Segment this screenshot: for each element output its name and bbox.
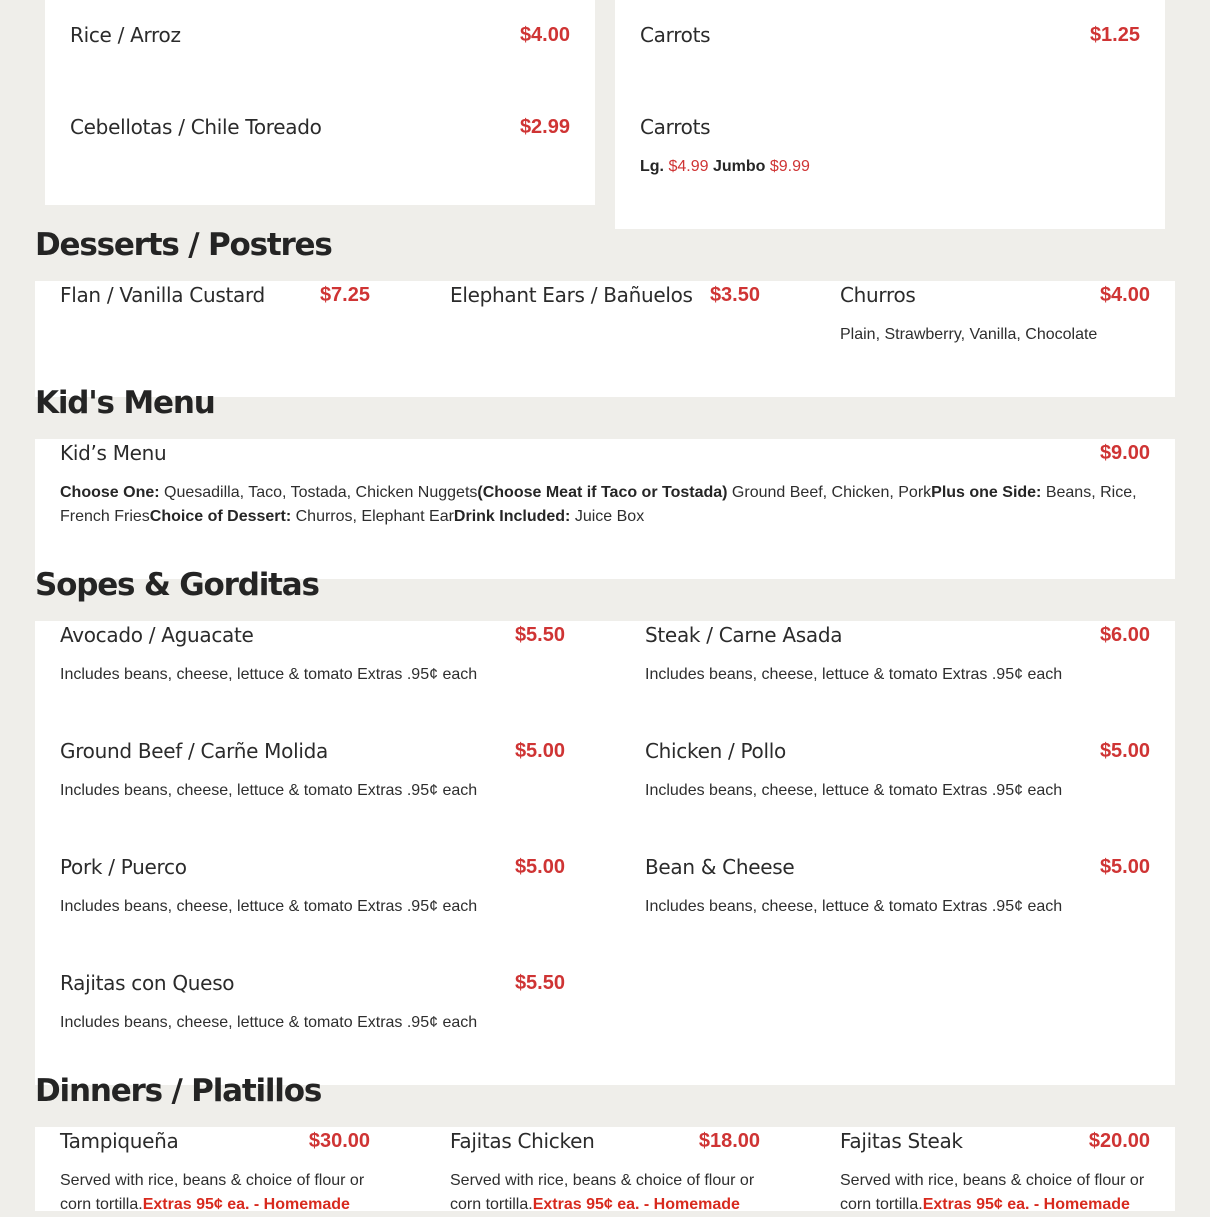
section-heading: Sopes & Gorditas bbox=[35, 567, 319, 603]
menu-item-price: $1.25 bbox=[1089, 24, 1140, 46]
menu-item-price: $5.00 bbox=[514, 740, 565, 762]
size-label: Lg. bbox=[640, 158, 664, 175]
size-price: $4.99 bbox=[668, 158, 709, 175]
menu-item-name: Rajitas con Queso bbox=[60, 971, 235, 995]
menu-item-price: $5.00 bbox=[1099, 856, 1150, 878]
option-label: Choose One: bbox=[60, 484, 160, 501]
menu-item-price: $30.00 bbox=[308, 1130, 370, 1152]
option-label: Drink Included: bbox=[453, 508, 571, 525]
menu-item-description bbox=[840, 1169, 1160, 1217]
menu-item-name: Elephant Ears / Bañuelos bbox=[450, 283, 693, 307]
extras-note: Extras 95¢ ea. - Homemade bbox=[142, 1196, 350, 1213]
section-heading: Dinners / Platillos bbox=[35, 1073, 322, 1109]
option-text: Churros, Elephant Ear bbox=[291, 508, 454, 525]
menu-item-name: Steak / Carne Asada bbox=[645, 623, 843, 647]
menu-item-name: Tampiqueña bbox=[60, 1129, 179, 1153]
menu-item-description: Includes beans, cheese, lettuce & tomato Extras .95¢ each bbox=[60, 782, 478, 799]
menu-item-description bbox=[450, 1169, 770, 1217]
menu-item-price: $4.00 bbox=[519, 24, 570, 46]
menu-item-name: Fajitas Steak bbox=[840, 1129, 963, 1153]
size-price: $9.99 bbox=[769, 158, 810, 175]
menu-item-price: $9.00 bbox=[1099, 442, 1150, 464]
menu-item-name: Rice / Arroz bbox=[70, 23, 181, 47]
menu-item-price: $2.99 bbox=[519, 116, 570, 138]
size-label: Jumbo bbox=[712, 158, 766, 175]
menu-item-name: Carrots bbox=[640, 23, 711, 47]
section-heading: Desserts / Postres bbox=[35, 227, 332, 263]
menu-item-price: $4.00 bbox=[1099, 284, 1150, 306]
menu-item-price: $5.50 bbox=[514, 624, 565, 646]
menu-item-name: Pork / Puerco bbox=[60, 855, 187, 879]
menu-item-description: Includes beans, cheese, lettuce & tomato Extras .95¢ each bbox=[645, 898, 1063, 915]
menu-item-price: $5.00 bbox=[1099, 740, 1150, 762]
menu-item-name: Carrots bbox=[640, 115, 711, 139]
option-label: (Choose Meat if Taco or Tostada) bbox=[477, 484, 728, 501]
menu-item-description bbox=[60, 481, 1150, 529]
menu-item-name: Churros bbox=[840, 283, 916, 307]
menu-item-name: Avocado / Aguacate bbox=[60, 623, 254, 647]
menu-item-price: $5.50 bbox=[514, 972, 565, 994]
option-text: Juice Box bbox=[570, 508, 645, 525]
menu-item-name: Bean & Cheese bbox=[645, 855, 795, 879]
section-heading: Kid's Menu bbox=[35, 385, 215, 421]
menu-item-description bbox=[60, 1169, 380, 1217]
menu-item-price: $20.00 bbox=[1088, 1130, 1150, 1152]
menu-item-price: $6.00 bbox=[1099, 624, 1150, 646]
description-text: Served with rice, beans & choice of flour or corn tortilla. bbox=[60, 1172, 365, 1213]
option-text: Ground Beef, Chicken, Pork bbox=[727, 484, 932, 501]
menu-item-name: Ground Beef / Carñe Molida bbox=[60, 739, 328, 763]
menu-item-price: $18.00 bbox=[698, 1130, 760, 1152]
menu-item-price: $3.50 bbox=[709, 284, 760, 306]
option-label: Plus one Side: bbox=[931, 484, 1042, 501]
menu-item-name: Flan / Vanilla Custard bbox=[60, 283, 265, 307]
menu-item-price: $7.25 bbox=[319, 284, 370, 306]
menu-item-description: Includes beans, cheese, lettuce & tomato Extras .95¢ each bbox=[60, 898, 478, 915]
menu-item-price: $5.00 bbox=[514, 856, 565, 878]
menu-item-description: Plain, Strawberry, Vanilla, Chocolate bbox=[840, 326, 1098, 343]
menu-item-name: Fajitas Chicken bbox=[450, 1129, 595, 1153]
description-text: Served with rice, beans & choice of flour or corn tortilla. bbox=[840, 1172, 1145, 1213]
menu-item-description: Includes beans, cheese, lettuce & tomato Extras .95¢ each bbox=[645, 666, 1063, 683]
option-text: Beans, Rice, French Fries bbox=[60, 484, 1137, 525]
size-prices bbox=[640, 155, 810, 179]
menu-item-name: Kid’s Menu bbox=[60, 441, 167, 465]
menu-item-name: Chicken / Pollo bbox=[645, 739, 786, 763]
option-text: Quesadilla, Taco, Tostada, Chicken Nuggets bbox=[159, 484, 478, 501]
description-text: Served with rice, beans & choice of flour or corn tortilla. bbox=[450, 1172, 755, 1213]
extras-note: Extras 95¢ ea. - Homemade bbox=[532, 1196, 740, 1213]
menu-item-description: Includes beans, cheese, lettuce & tomato Extras .95¢ each bbox=[645, 782, 1063, 799]
menu-item-description: Includes beans, cheese, lettuce & tomato Extras .95¢ each bbox=[60, 666, 478, 683]
extras-note: Extras 95¢ ea. - Homemade bbox=[922, 1196, 1130, 1213]
menu-item-name: Cebellotas / Chile Toreado bbox=[70, 115, 322, 139]
option-label: Choice of Dessert: bbox=[149, 508, 292, 525]
menu-item-description: Includes beans, cheese, lettuce & tomato Extras .95¢ each bbox=[60, 1014, 478, 1031]
